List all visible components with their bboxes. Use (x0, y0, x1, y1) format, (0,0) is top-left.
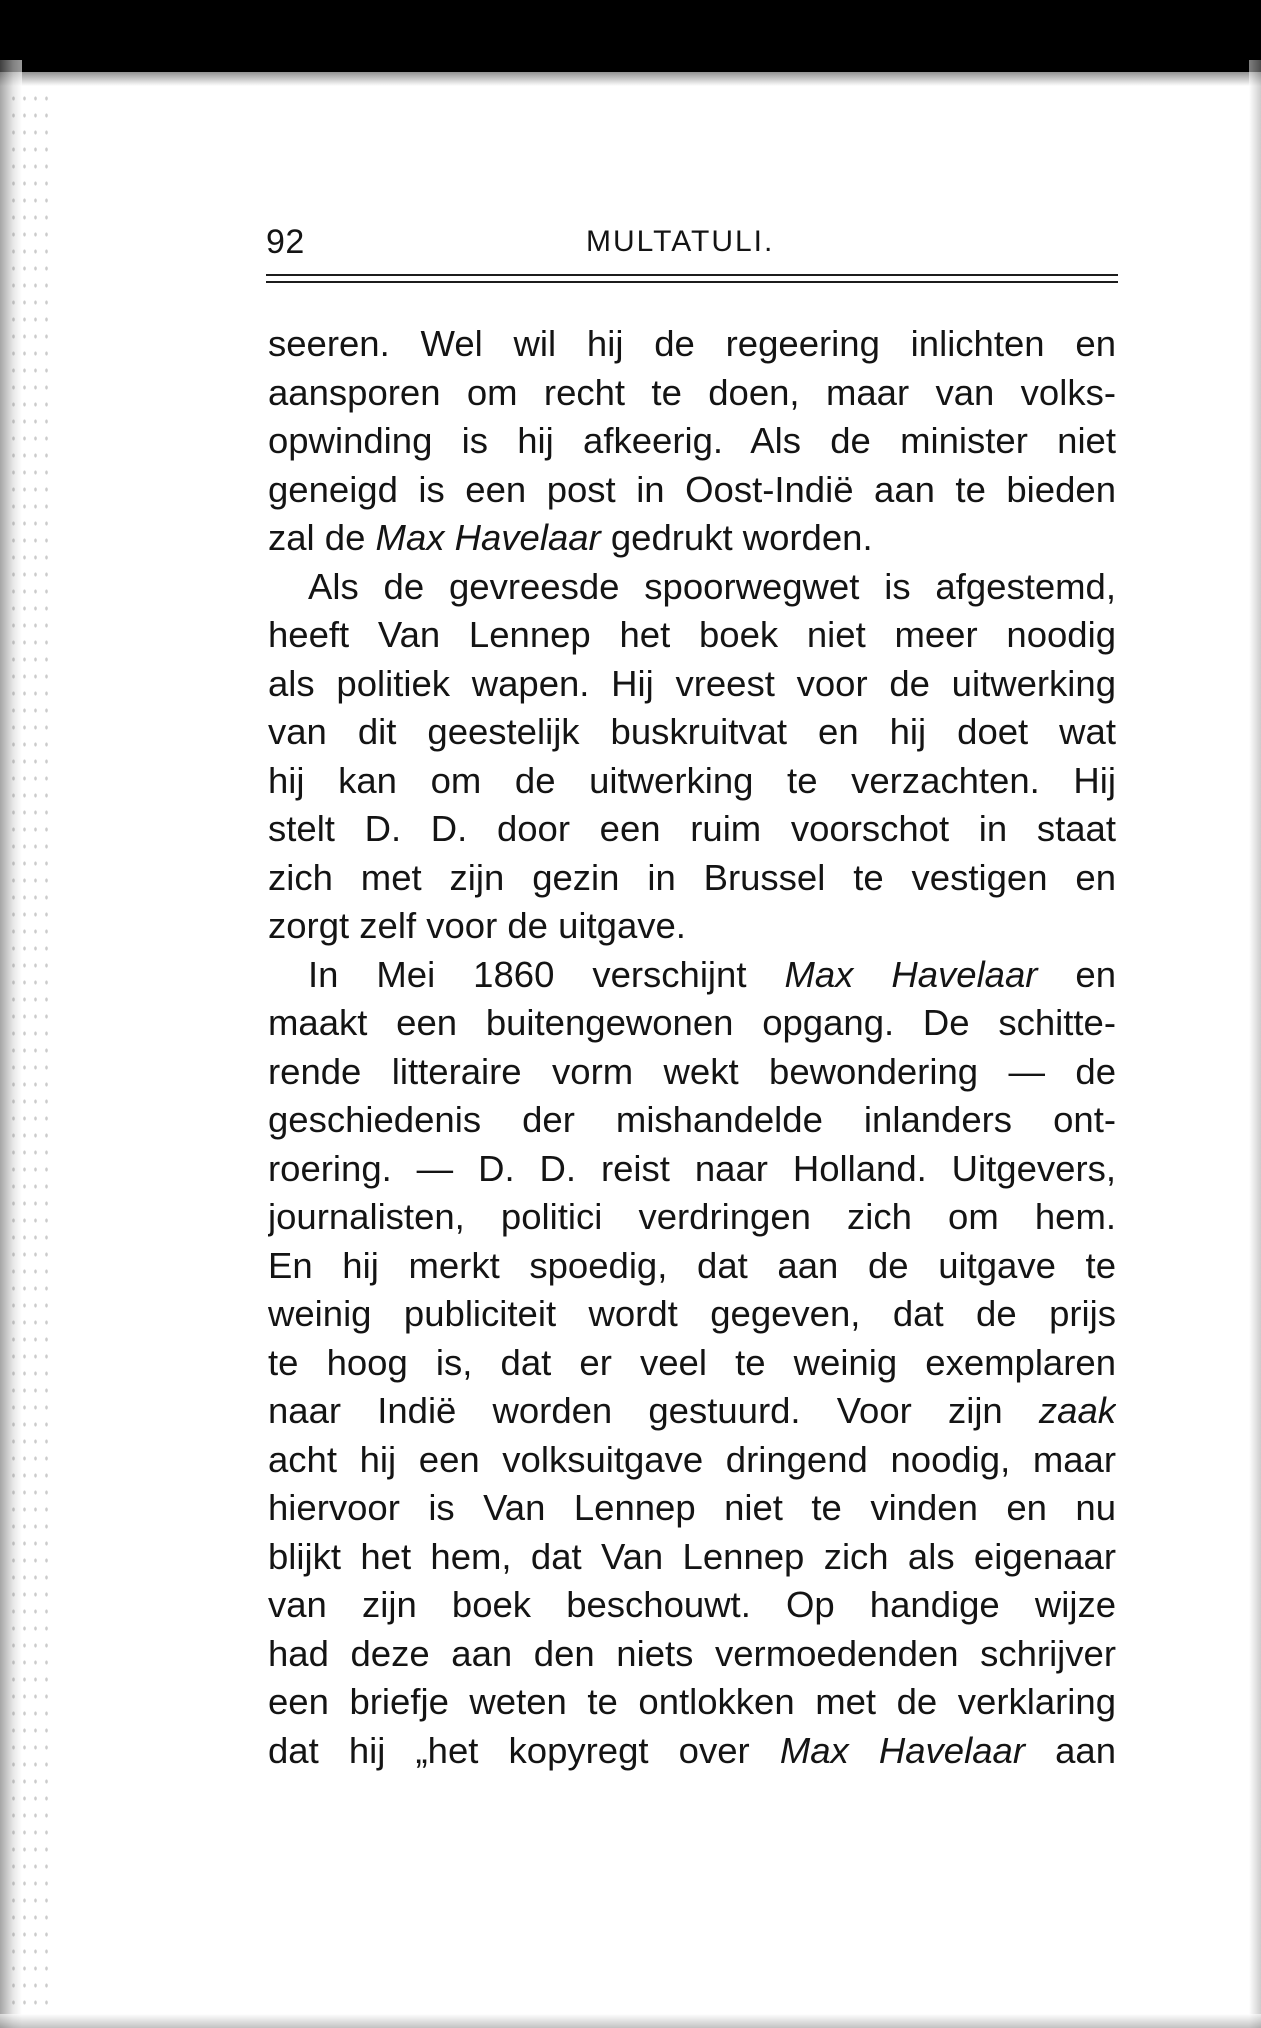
text-run: dat hij „het kopyregt over (268, 1729, 780, 1771)
body-text (268, 320, 1116, 1775)
scan-border-bottom (0, 2014, 1261, 2028)
italic-title: Max Havelaar (784, 953, 1038, 995)
text-line: roering. — D. D. reist naar Holland. Uitgevers, (268, 1147, 1116, 1189)
page-header (266, 220, 1118, 264)
text-line: had deze aan den niets vermoedenden schrijver (268, 1632, 1116, 1674)
text-line: seeren. Wel wil hij de regeering inlichten en (268, 323, 1116, 364)
text-line: stelt D. D. door een ruim voorschot in staat (268, 808, 1116, 849)
text-run: naar Indië worden gestuurd. Voor zijn (268, 1390, 1039, 1431)
italic-title: Max Havelaar (779, 1729, 1025, 1771)
paragraph-first-line: Als de gevreesde spoorwegwet is afgestemd, (308, 565, 1116, 607)
scan-border-right (1249, 60, 1261, 2028)
scan-noise-left (8, 90, 56, 2010)
text-run: zal de (268, 517, 376, 558)
text-line: maakt een buitengewonen opgang. De schitte- (268, 1002, 1116, 1043)
text-line: acht hij een volksuitgave dringend noodig, maar (268, 1438, 1116, 1480)
text-line: rende litteraire vorm wekt bewondering — de (268, 1050, 1116, 1092)
paragraph-first-line (268, 951, 1116, 1000)
text-line: hij kan om de uitwerking te verzachten. Hij (268, 759, 1116, 801)
header-rule-bottom (266, 281, 1118, 283)
text-line: blijkt het hem, dat Van Lennep zich als eigenaar (268, 1535, 1116, 1577)
italic-title: Max Havelaar (375, 517, 601, 558)
text-line: aansporen om recht te doen, maar van volks- (268, 371, 1116, 413)
text-line (268, 1387, 1116, 1436)
text-run: en (1037, 953, 1116, 995)
text-line: zich met zijn gezin in Brussel te vestigen en (268, 856, 1116, 898)
text-line: geneigd is een post in Oost-Indië aan te bieden (268, 468, 1116, 510)
header-rule-top (266, 274, 1118, 276)
text-line: journalisten, politici verdringen zich om hem. (268, 1196, 1116, 1237)
text-run: In Mei 1860 verschijnt (308, 953, 785, 995)
text-line: geschiedenis der mishandelde inlanders ont- (268, 1099, 1116, 1140)
text-line (268, 1727, 1116, 1776)
text-run: gedrukt worden. (600, 517, 873, 558)
text-line: te hoog is, dat er veel te weinig exemplaren (268, 1341, 1116, 1383)
text-run: aan (1024, 1729, 1116, 1771)
text-line: van dit geestelijk buskruitvat en hij doet wat (268, 711, 1116, 752)
text-line (268, 514, 1116, 563)
text-line: opwinding is hij afkeerig. Als de minister niet (268, 420, 1116, 461)
text-line: weinig publiciteit wordt gegeven, dat de prijs (268, 1293, 1116, 1334)
text-line: een briefje weten te ontlokken met de verklaring (268, 1681, 1116, 1722)
italic-word: zaak (1038, 1390, 1116, 1431)
text-line: heeft Van Lennep het boek niet meer noodig (268, 614, 1116, 655)
text-line: hiervoor is Van Lennep niet te vinden en nu (268, 1487, 1116, 1528)
text-line: En hij merkt spoedig, dat aan de uitgave te (268, 1244, 1116, 1286)
running-head: MULTATULI. (586, 225, 775, 258)
text-line: van zijn boek beschouwt. Op handige wijze (268, 1584, 1116, 1625)
page-number: 92 (266, 223, 305, 261)
text-line: zorgt zelf voor de uitgave. (268, 905, 686, 946)
scan-shadow-top (0, 72, 1261, 86)
scan-border-top (0, 0, 1261, 72)
text-line: als politiek wapen. Hij vreest voor de uitwerking (268, 662, 1116, 704)
